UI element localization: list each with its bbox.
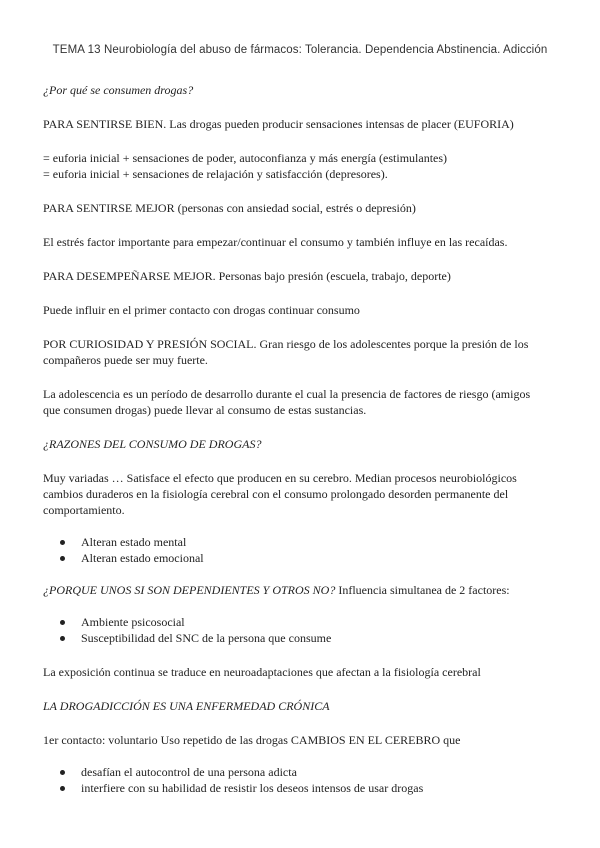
paragraph-stress: El estrés factor importante para empezar/continuar el consumo y también influye en las recaídas. — [43, 235, 508, 249]
paragraph-curiosity: POR CURIOSIDAD Y PRESIÓN SOCIAL. Gran riesgo de los adolescentes porque la presión de los compañeros puede ser muy fuerte. — [43, 337, 529, 367]
list-item — [43, 614, 542, 630]
list-item-text: Alteran estado mental — [81, 535, 187, 549]
paragraph-varied: Muy variadas … Satisface el efecto que producen en su cerebro. Median procesos neurobiológicos cambios duraderos en la fisiología cerebral con el consumo prolongado desorden permanente del comportamiento. — [43, 471, 517, 517]
paragraph-exposure: La exposición continua se traduce en neuroadaptaciones que afectan a la fisiología cerebral — [43, 665, 481, 679]
question-reasons: ¿RAZONES DEL CONSUMO DE DROGAS? — [43, 437, 262, 451]
page-title: TEMA 13 Neurobiología del abuso de fármacos: Tolerancia. Dependencia Abstinencia. Adicción — [52, 44, 548, 56]
list-item — [43, 534, 542, 550]
list-item-text: Ambiente psicosocial — [81, 615, 185, 629]
paragraph-feel-better: PARA SENTIRSE MEJOR (personas con ansiedad social, estrés o depresión) — [43, 201, 416, 215]
document-body — [43, 82, 542, 796]
paragraph-perform-better: PARA DESEMPEÑARSE MEJOR. Personas bajo presión (escuela, trabajo, deporte) — [43, 269, 451, 283]
bullet-icon — [60, 620, 65, 625]
bullet-icon — [60, 556, 65, 561]
dependents-factors: Influencia simultanea de 2 factores: — [335, 583, 510, 597]
paragraph-first-contact: Puede influir en el primer contacto con drogas continuar consumo — [43, 303, 360, 317]
question-why-consume: ¿Por qué se consumen drogas? — [43, 83, 194, 97]
paragraph-stimulants: = euforia inicial + sensaciones de poder, autoconfianza y más energía (estimulantes) — [43, 151, 448, 165]
bullet-icon — [60, 786, 65, 791]
paragraph-depressants: = euforia inicial + sensaciones de relajación y satisfacción (depresores). — [43, 167, 388, 181]
question-dependents: ¿PORQUE UNOS SI SON DEPENDIENTES Y OTROS NO? — [43, 583, 336, 597]
paragraph-voluntary-contact: 1er contacto: voluntario Uso repetido de las drogas CAMBIOS EN EL CEREBRO que — [43, 733, 461, 747]
list-item — [43, 550, 542, 566]
list-item — [43, 630, 542, 646]
list-item — [43, 764, 542, 780]
bullet-list-factors — [43, 614, 542, 646]
list-item — [43, 780, 542, 796]
bullet-icon — [60, 540, 65, 545]
list-item-text: desafían el autocontrol de una persona adicta — [81, 765, 297, 779]
heading-chronic-disease: LA DROGADICCIÓN ES UNA ENFERMEDAD CRÓNICA — [43, 699, 330, 713]
list-item-text: Susceptibilidad del SNC de la persona que consume — [81, 631, 332, 645]
bullet-icon — [60, 770, 65, 775]
bullet-list-alterations — [43, 534, 542, 566]
list-item-text: interfiere con su habilidad de resistir los deseos intensos de usar drogas — [81, 781, 424, 795]
paragraph-adolescence: La adolescencia es un período de desarrollo durante el cual la presencia de factores de riesgo (amigos que consumen drogas) puede llevar al consumo de estas sustancias. — [43, 387, 531, 417]
bullet-list-brain-changes — [43, 764, 542, 796]
paragraph-dependents — [43, 582, 542, 598]
list-item-text: Alteran estado emocional — [81, 551, 204, 565]
bullet-icon — [60, 636, 65, 641]
paragraph-feel-good: PARA SENTIRSE BIEN. Las drogas pueden producir sensaciones intensas de placer (EUFORIA) — [43, 117, 514, 131]
